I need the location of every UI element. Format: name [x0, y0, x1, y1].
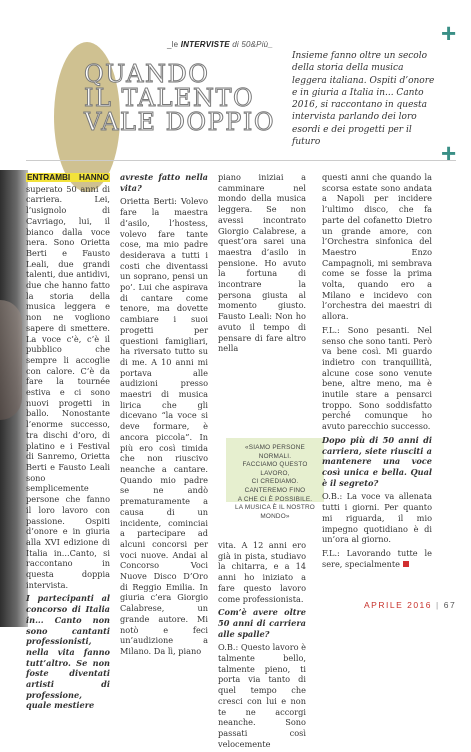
paragraph	[322, 548, 432, 569]
kicker-suffix: di 50&Più_	[232, 40, 273, 49]
article-intro: Insieme fanno oltre un secolo della storia della musica leggera italiana. Ospiti d’onore e in giuria a Italia in... Canto 2016, si raccontano in questa intervista parlando dei loro esordi e dei progetti per il futuro	[292, 51, 435, 148]
interview-question: Com’è avere oltre 50 anni di carriera alle spalle?	[218, 607, 306, 639]
paragraph: questi anni che quando la scorsa estate sono andata a Napoli per incidere l’ultimo disco, che fa parte del cofanetto Dietro un grande amore, con l’Orchestra sinfonica del Maestro Enzo Campagnoli, mi sembrava come se fosse la prima volta, quando ero a Milano e incidevo con l’orchestra dei maestri di allora.	[322, 172, 432, 322]
paragraph: F.L.: Sono pesanti. Nel senso che sono tanti. Però va bene così. Mi guardo indietro con tranquillità, alcune cose sono venute bene, altre meno, ma è inutile stare a pensarci troppo. Sono soddisfatto perché comunque ho avuto parecchio successo.	[322, 324, 432, 432]
portrait-photo-detail	[0, 300, 22, 420]
pull-quote-line: FACCIAMO QUESTO LAVORO,	[242, 461, 308, 477]
divider	[26, 160, 456, 161]
end-mark-icon	[403, 561, 409, 567]
text-column-3-continued	[218, 540, 306, 752]
section-kicker	[167, 40, 273, 49]
article-headline	[84, 62, 294, 134]
pull-quote-line: LA MUSICA È IL NOSTRO MONDO»	[235, 504, 315, 520]
interview-question: Dopo più di 50 anni di carriera, siete riusciti a mantenere una voce così unica e bella. Qual è il segreto?	[322, 434, 432, 488]
kicker-brand: INTERVISTE	[180, 40, 230, 49]
lead-in-highlight: ENTRAMBI HANNO	[27, 173, 109, 182]
issue-date: APRILE 2016	[364, 600, 433, 610]
pull-quote	[226, 438, 324, 520]
text-column-4	[322, 172, 432, 572]
page-footer	[364, 600, 456, 610]
text-column-1	[26, 172, 110, 714]
pull-quote-line: «SIAMO PERSONE NORMALI.	[245, 444, 305, 460]
footer-separator: |	[436, 600, 440, 610]
kicker-prefix: _le	[167, 40, 179, 49]
interview-question-end: avreste fatto nella vita?	[120, 172, 208, 193]
headline-line-2: IL TALENTO	[84, 84, 255, 112]
paragraph: O.B.: Questo lavoro è talmente bello, talmente pieno, ti porta via tanto di quel tempo che cresci con lui e non te ne accorgi neanche. Sono passati così velocemente	[218, 642, 307, 749]
plus-icon: +	[441, 138, 457, 168]
paragraph: Orietta Berti: Volevo fare la maestra d’asilo, l’hostess, volevo fare tante cose, ma mio padre desiderava a tutti i costi che diventassi un soprano, pensi un po’. Lui che aspirava di cantare come tenore, ma dovette cambiare i suoi progetti per questioni famigliari, ha riversato tutto su di me. A 10 anni mi portava alle audizioni presso maestri di musica lirica che gli dicevano “la voce si deve formare, è ancora piccola”. In più ero così timida che non riuscivo neanche a cantare. Quando mio padre se ne andò prematuramente a causa di un incidente, cominciai a partecipare ad alcuni concorsi per voci nuove. Andai al Concorso Voci Nuove Disco D’Oro di Reggio Emilia. In giuria c’era Giorgio Calabrese, un grande autore. Mi notò e feci un’audizione a Milano. Da lì, piano	[120, 196, 208, 656]
paragraph-text: F.L.: Lavorando tutte le sere, specialmente	[322, 547, 432, 569]
paragraph	[26, 172, 110, 590]
paragraph: O.B.: La voce va allenata tutti i giorni. Per quanto mi riguarda, il mio impegno quotidiano è di un’ora al giorno.	[322, 491, 432, 545]
paragraph: piano iniziai a camminare nel mondo della musica leggera. Se non avessi incontrato Giorgio Calabrese, a quest’ora sarei una maestra d’asilo in pensione. Ho avuto la fortuna di incontrare la persona giusta al momento giusto. Fausto Leali: Non ho avuto il tempo di pensare di fare altro nella	[218, 172, 306, 354]
paragraph-text: superato 50 anni di carriera. Lei, l’usignolo di Cavriago, lui, il bianco dalla voce nera. Sono Orietta Berti e Fausto Leali, due grandi talenti, due antidivi, due che hanno fatto la storia della musica leggera e non ne vogliono sapere di smettere. La voce c’è, c’è il pubblico che sempre li accoglie con calore. C’è da fare la tournée estiva e ci sono nuovi progetti in ballo. Nonostante l’enorme successo, tra dischi d’oro, di platino e i Festival di Sanremo, Orietta Berti e Fausto Leali sono semplicemente persone che fanno il loro lavoro con passione. Ospiti d’onore e in giuria alla XVI edizione di Italia in...Canto, si raccontano in questa doppia intervista.	[26, 183, 110, 590]
paragraph: vita. A 12 anni ero già in pista, studiavo la chitarra, e a 14 anni ho iniziato a fare questo lavoro come professionista.	[218, 540, 306, 604]
page-number: 67	[443, 600, 457, 610]
pull-quote-line: CI CREDIAMO. CANTEREMO FINO	[244, 478, 306, 494]
text-column-3	[218, 172, 306, 357]
pull-quote-line: A CHE CI È POSSIBILE.	[237, 495, 313, 503]
headline-line-1: QUANDO	[84, 60, 210, 88]
interview-question: I partecipanti al concorso di Italia in... Canto non sono cantanti professionisti, nella vita fanno tutt’altro. Se non foste diventati artisti di professione, quale mestiere	[26, 593, 110, 711]
text-column-2	[120, 172, 208, 660]
plus-icon: +	[441, 18, 457, 48]
headline-line-3: VALE DOPPIO	[84, 108, 275, 136]
